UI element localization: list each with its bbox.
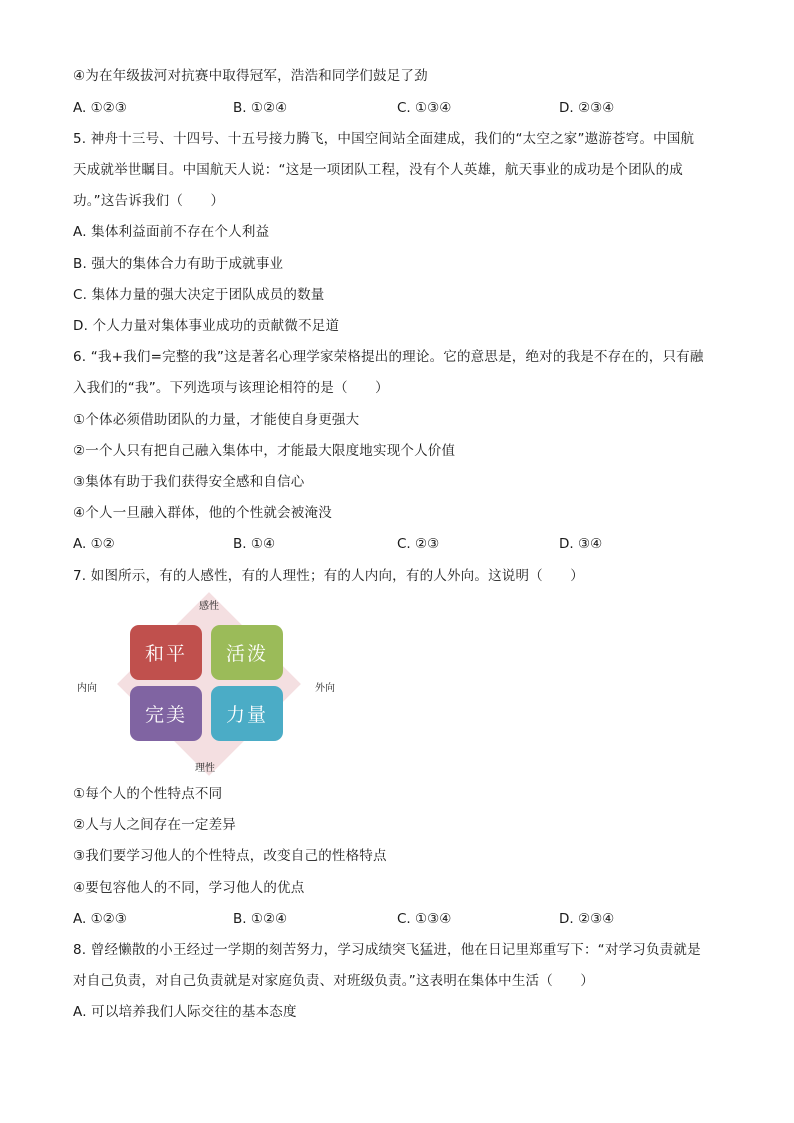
q7-options [73,909,733,929]
tile-peaceful: 和平 [130,625,202,680]
q7-option-c[interactable]: C. ①③④ [397,911,452,927]
q5-option-b[interactable]: B. 强大的集体合力有助于成就事业 [73,256,284,272]
q7-option-b[interactable]: B. ①②④ [233,911,288,927]
q4-option-c[interactable]: C. ①③④ [397,100,452,116]
q6-statement-3: ③集体有助于我们获得安全感和自信心 [73,474,305,490]
q4-statement-4: ④为在年级拔河对抗赛中取得冠军，浩浩和同学们鼓足了劲 [73,68,428,84]
q6-statement-2: ②一个人只有把自己融入集体中，才能最大限度地实现个人价值 [73,443,456,459]
tile-lively: 活泼 [211,625,283,680]
q8-stem-line-1: 8. 曾经懒散的小王经过一学期的刻苦努力，学习成绩突飞猛进，他在日记里郑重写下：“对学习负责就是 [73,942,701,958]
axis-label-top: 感性 [199,601,219,612]
q8-option-a[interactable]: A. 可以培养我们人际交往的基本态度 [73,1004,297,1020]
personality-diagram [73,594,373,774]
q4-option-b[interactable]: B. ①②④ [233,100,288,116]
q8-stem-line-2: 对自己负责，对自己负责就是对家庭负责、对班级负责。”这表明在集体中生活（ ） [73,973,595,989]
q6-statement-1: ①个体必须借助团队的力量，才能使自身更强大 [73,412,360,428]
q7-option-a[interactable]: A. ①②③ [73,911,127,927]
q4-options [73,98,733,118]
q6-option-c[interactable]: C. ②③ [397,536,440,552]
q7-statement-1: ①每个人的个性特点不同 [73,786,223,802]
q7-option-d[interactable]: D. ②③④ [559,911,615,927]
q7-statement-3: ③我们要学习他人的个性特点，改变自己的性格特点 [73,848,387,864]
q6-options [73,534,733,554]
axis-label-right: 外向 [315,683,335,694]
q7-statement-2: ②人与人之间存在一定差异 [73,817,237,833]
q6-option-d[interactable]: D. ③④ [559,536,603,552]
axis-label-left: 内向 [77,683,97,694]
q5-option-a[interactable]: A. 集体利益面前不存在个人利益 [73,224,270,240]
tile-perfect: 完美 [130,686,202,741]
q6-option-a[interactable]: A. ①② [73,536,115,552]
diagram-background-diamond [117,592,301,776]
q5-option-c[interactable]: C. 集体力量的强大决定于团队成员的数量 [73,287,325,303]
q7-statement-4: ④要包容他人的不同，学习他人的优点 [73,880,305,896]
q6-option-b[interactable]: B. ①④ [233,536,276,552]
q5-stem-line-2: 天成就举世瞩目。中国航天人说：“这是一项团队工程，没有个人英雄，航天事业的成功是个团队的成 [73,162,683,178]
q6-stem-line-2: 入我们的“我”。下列选项与该理论相符的是（ ） [73,380,389,396]
q4-option-a[interactable]: A. ①②③ [73,100,127,116]
q5-option-d[interactable]: D. 个人力量对集体事业成功的贡献微不足道 [73,318,340,334]
q6-stem-line-1: 6. “我+我们=完整的我”这是著名心理学家荣格提出的理论。它的意思是，绝对的我是不存在的，只有融 [73,349,704,365]
axis-label-bottom: 理性 [195,763,215,774]
q7-stem: 7. 如图所示，有的人感性，有的人理性；有的人内向，有的人外向。这说明（ ） [73,568,584,584]
tile-power: 力量 [211,686,283,741]
q5-stem-line-1: 5. 神舟十三号、十四号、十五号接力腾飞，中国空间站全面建成，我们的“太空之家”遨游苍穹。中国航 [73,131,695,147]
q4-option-d[interactable]: D. ②③④ [559,100,615,116]
q5-stem-line-3: 功。”这告诉我们（ ） [73,193,225,209]
q6-statement-4: ④个人一旦融入群体，他的个性就会被淹没 [73,505,332,521]
